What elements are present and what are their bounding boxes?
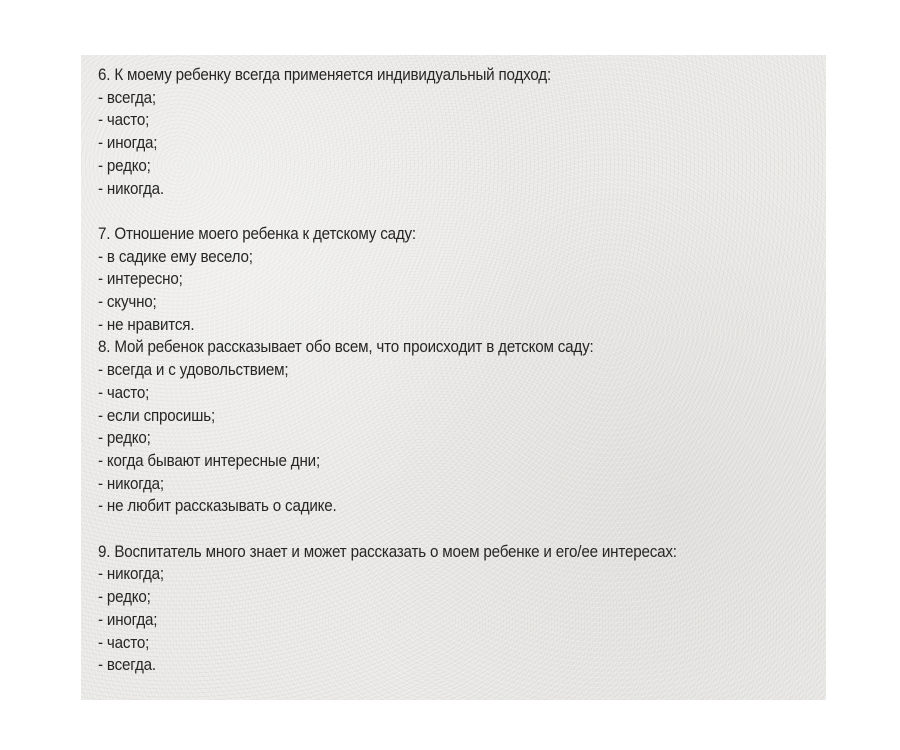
answer-option: - иногда; [98,610,158,629]
answer-option: - никогда; [98,565,164,584]
answer-option: - никогда; [98,474,164,493]
question-title: 9. Воспитатель много знает и может рассказать о моем ребенке и его/ее интересах: [98,542,677,561]
answer-option: - интересно; [98,270,183,289]
question-9 [98,541,816,677]
answer-option: - часто; [98,383,150,402]
answer-option: - всегда; [98,88,156,107]
answer-option: - всегда и с удовольствием; [98,361,289,380]
paragraph-gap [98,518,816,541]
question-6 [98,64,816,200]
answer-option: - не любит рассказывать о садике. [98,497,337,516]
question-title: 8. Мой ребенок рассказывает обо всем, что происходит в детском саду: [98,338,594,357]
answer-option: - часто; [98,633,150,652]
answer-option: - иногда; [98,134,158,153]
question-title: 6. К моему ребенку всегда применяется индивидуальный подход: [98,66,551,84]
questionnaire-text [98,64,816,677]
paragraph-gap [98,200,816,223]
answer-option: - редко; [98,156,151,175]
paper-sheet [81,55,826,700]
answer-option: - редко; [98,429,151,448]
answer-option: - никогда. [98,179,164,198]
question-title: 7. Отношение моего ребенка к детскому саду: [98,224,416,243]
answer-option: - в садике ему весело; [98,247,253,266]
answer-option: - не нравится. [98,315,195,334]
question-8 [98,336,816,518]
answer-option: - всегда. [98,656,156,675]
answer-option: - если спросишь; [98,406,215,425]
question-7 [98,223,816,337]
answer-option: - когда бывают интересные дни; [98,451,321,470]
answer-option: - редко; [98,588,151,607]
answer-option: - часто; [98,111,150,130]
answer-option: - скучно; [98,293,157,312]
